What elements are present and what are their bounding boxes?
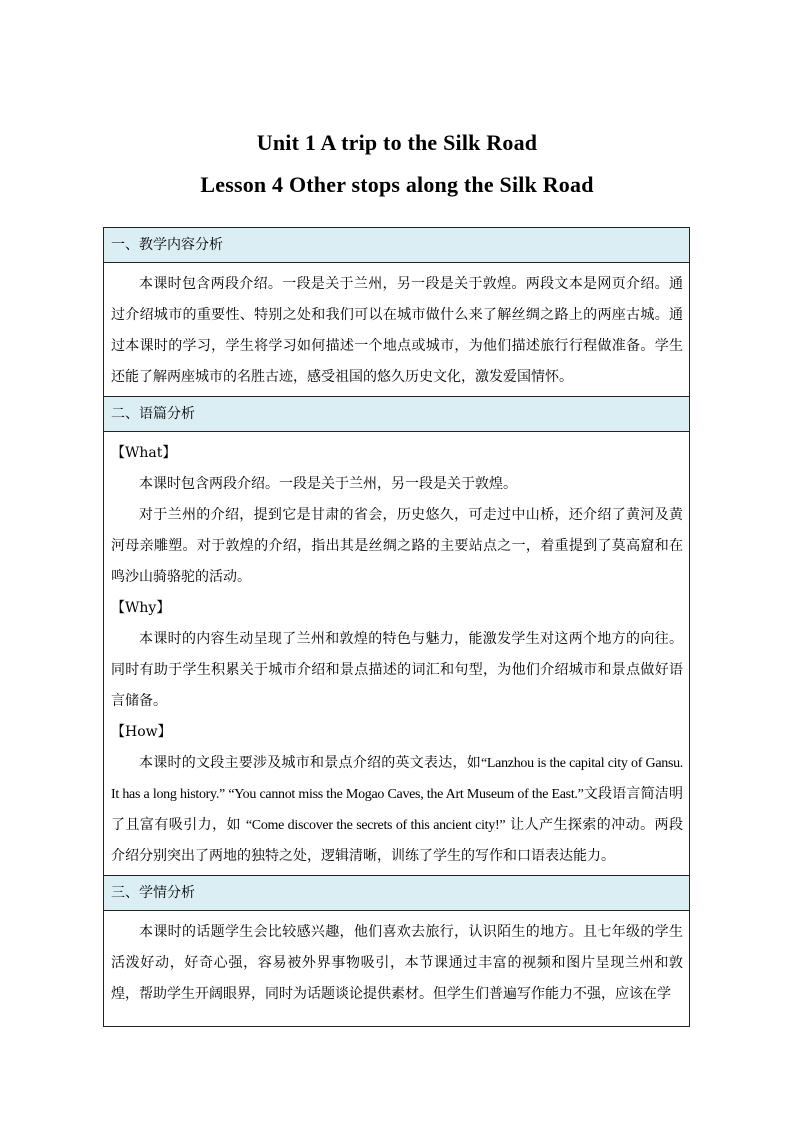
english-quote: “Come discover the secrets of this ancient city!” <box>245 818 506 833</box>
paragraph: 本课时的内容生动呈现了兰州和敦煌的特色与魅力，能激发学生对这两个地方的向往。同时有助于学生积累关于城市介绍和景点描述的词汇和句型，为他们介绍城市和景点做好语言储备。 <box>111 631 683 709</box>
section-body-content-analysis <box>104 263 689 397</box>
document-title: Unit 1 A trip to the Silk Road <box>256 130 538 155</box>
paragraph-text: 让人产生探索的冲动。两段介绍分别突出了两地的独特之处，逻辑清晰，训练了学生的写作和口语表达能力。 <box>111 817 683 864</box>
how-label: 【How】 <box>111 724 172 740</box>
paragraph: 对于兰州的介绍，提到它是甘肃的省会，历史悠久，可走过中山桥，还介绍了黄河及黄河母亲雕塑。对于敦煌的介绍，指出其是丝绸之路的主要站点之一，着重提到了莫高窟和在鸣沙山骑骆驼的活动。 <box>111 507 683 585</box>
why-label: 【Why】 <box>111 600 171 616</box>
section-heading-student-analysis: 三、学情分析 <box>104 876 689 911</box>
paragraph: 本课时包含两段介绍。一段是关于兰州，另一段是关于敦煌。两段文本是网页介绍。通过介绍城市的重要性、特别之处和我们可以在城市做什么来了解丝绸之路上的两座古城。通过本课时的学习，学生将学习如何描述一个地点或城市，为他们描述旅行行程做准备。学生还能了解两座城市的名胜古迹，感受祖国的悠久历史文化，激发爱国情怀。 <box>111 276 683 385</box>
section-heading-text-analysis: 二、语篇分析 <box>104 397 689 432</box>
paragraph: 本课时包含两段介绍。一段是关于兰州，另一段是关于敦煌。 <box>139 476 517 492</box>
lesson-title: Lesson 4 Other stops along the Silk Road <box>200 172 594 197</box>
section-body-text-analysis <box>104 432 689 876</box>
english-quote: “Lanzhou is the capital city of Gansu. It has a long history.” “You cannot miss the Mogao Caves, the Art Museum of the East.” <box>111 756 683 802</box>
what-label: 【What】 <box>111 445 177 461</box>
paragraph: 本课时的话题学生会比较感兴趣，他们喜欢去旅行，认识陌生的地方。且七年级的学生活泼好动，好奇心强，容易被外界事物吸引，本节课通过丰富的视频和图片呈现兰州和敦煌，帮助学生开阔眼界，同时为话题谈论提供素材。但学生们普遍写作能力不强，应该在学 <box>111 924 683 1002</box>
lesson-plan-table <box>103 227 690 1027</box>
paragraph <box>111 748 683 872</box>
section-heading-content-analysis: 一、教学内容分析 <box>104 228 689 263</box>
section-body-student-analysis <box>104 911 689 1013</box>
paragraph-text: 本课时的文段主要涉及城市和景点介绍的英文表达，如 <box>139 755 482 771</box>
paragraph-text: 文段语言简洁明了且富有吸引力，如 <box>111 786 684 833</box>
